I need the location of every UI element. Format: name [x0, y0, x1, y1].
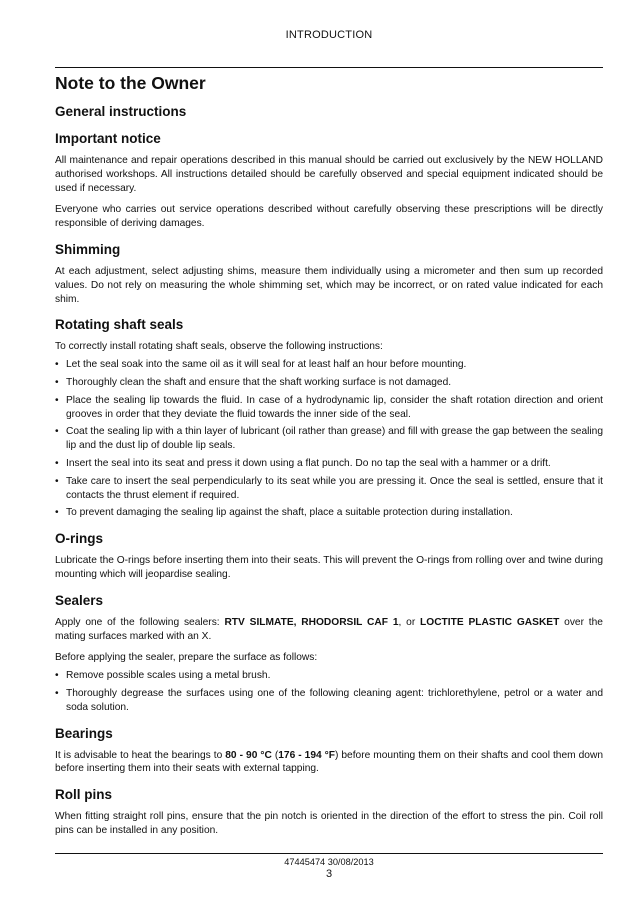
list-item: • Thoroughly clean the shaft and ensure that the shaft working surface is not damaged. — [55, 376, 452, 388]
bearings-paragraph: It is advisable to heat the bearings to 80 - 90 °C (176 - 194 °F) before mounting them on their shafts and cool them down before inserting them into their seats with external tapping. — [55, 749, 603, 775]
list-item: • Remove possible scales using a metal brush. — [55, 670, 271, 682]
important-notice-paragraph-2: Everyone who carries out service operations described without carefully observing these prescriptions will be directly responsible of deriving damages. — [55, 204, 603, 230]
heading-general-instructions: General instructions — [55, 104, 187, 119]
page-number: 3 — [325, 868, 333, 880]
heading-important-notice: Important notice — [55, 131, 161, 146]
page-title: Note to the Owner — [55, 73, 206, 93]
heading-o-rings: O-rings — [55, 531, 104, 547]
list-item: • Thoroughly degrease the surfaces using one of the following cleaning agent: trichlorethylene, petrol or a water and soda solution. — [55, 687, 603, 713]
sealers-list — [55, 669, 603, 714]
bullet-icon: • — [55, 687, 59, 699]
bullet-icon: • — [55, 359, 59, 371]
sealers-paragraph-2: Before applying the sealer, prepare the surface as follows: — [55, 652, 318, 664]
bullet-icon: • — [55, 376, 59, 388]
list-item: • Take care to insert the seal perpendicularly to its seat while you are pressing it. Once the seal is settled, ensure that it contacts the thrust element if required. — [55, 475, 603, 501]
list-item: • Let the seal soak into the same oil as it will seal for at least half an hour before mounting. — [55, 359, 467, 371]
bullet-icon: • — [55, 394, 59, 406]
list-item: • Coat the sealing lip with a thin layer of lubricant (oil rather than grease) and fill with grease the gap between the sealing lip and the dust lip of double lip seals. — [55, 426, 603, 452]
list-item: • To prevent damaging the sealing lip against the shaft, place a suitable protection during installation. — [55, 507, 513, 519]
document-reference: 47445474 30/08/2013 — [284, 857, 374, 867]
page-content — [55, 70, 603, 838]
running-header: INTRODUCTION — [285, 29, 373, 41]
heading-roll-pins: Roll pins — [55, 787, 112, 803]
footer-rule — [55, 853, 603, 854]
bullet-icon: • — [55, 507, 59, 519]
bullet-icon: • — [55, 670, 59, 682]
bullet-icon: • — [55, 475, 59, 487]
o-rings-paragraph: Lubricate the O-rings before inserting them into their seats. This will prevent the O-rings from rolling over and twine during mounting which will jeopardise sealing. — [55, 555, 603, 580]
list-item: • Place the sealing lip towards the fluid. In case of a hydrodynamic lip, consider the shaft rotation direction and orient grooves in order that they deviate the fluid towards the inner side of the seal. — [55, 394, 603, 420]
important-notice-paragraph-1: All maintenance and repair operations described in this manual should be carried out exclusively by the NEW HOLLAND authorised workshops. All instructions detailed should be carefully observed and special equipment indicated should be used if necessary. — [55, 155, 603, 194]
bullet-icon: • — [55, 457, 59, 469]
heading-rotating-shaft-seals: Rotating shaft seals — [55, 317, 184, 333]
list-item: • Insert the seal into its seat and press it down using a flat punch. Do no tap the seal with a hammer or a drift. — [55, 457, 551, 469]
heading-bearings: Bearings — [55, 725, 113, 741]
header-rule — [55, 67, 603, 68]
rotating-shaft-seals-list — [55, 358, 603, 520]
heading-sealers: Sealers — [55, 592, 104, 608]
rotating-shaft-seals-intro: To correctly install rotating shaft seals, observe the following instructions: — [55, 341, 383, 353]
bullet-icon: • — [55, 426, 59, 438]
roll-pins-paragraph: When fitting straight roll pins, ensure that the pin notch is oriented in the direction of the effort to stress the pin. Coil roll pins can be installed in any position. — [55, 811, 603, 836]
sealers-paragraph-1: Apply one of the following sealers: RTV SILMATE, RHODORSIL CAF 1, or LOCTITE PLASTIC GASKET over the mating surfaces marked with an X. — [55, 616, 603, 642]
heading-shimming: Shimming — [55, 241, 121, 257]
shimming-paragraph: At each adjustment, select adjusting shims, measure them individually using a micrometer and then sum up recorded values. Do not rely on measuring the whole shimming set, which may be incorrect, or on rated value indicated for each shim. — [55, 265, 603, 305]
